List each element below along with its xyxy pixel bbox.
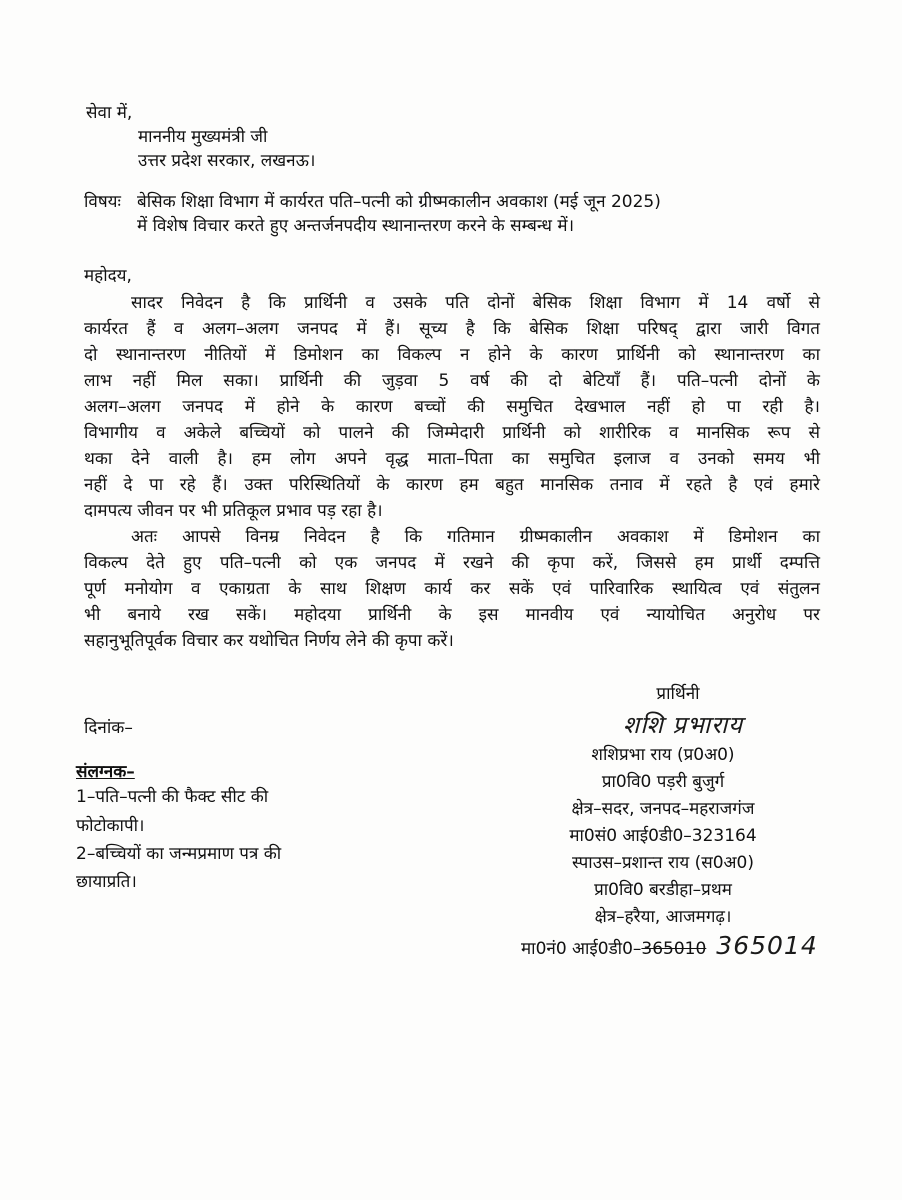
signatory-label: प्रार्थिनी [656, 684, 700, 704]
body-line: अलग–अलग जनपद में होने के कारण बच्चों की समुचित देखभाल नहीं हो पा रही है। [84, 397, 820, 417]
body-line: नहीं दे पा रहे हैं। उक्त परिस्थितियों के कारण हम बहुत मानसिक तनाव में रहते है एवं हमारे [84, 475, 820, 495]
signatory-line: प्रा0वि0 पड़री बुजुर्ग [601, 772, 725, 792]
body-line: अतः आपसे विनम्र निवेदन है कि गतिमान ग्रीष्मकालीन अवकाश में डिमोशन का [131, 527, 820, 547]
subject-line-2: में विशेष विचार करते हुए अन्तर्जनपदीय स्थानान्तरण करने के सम्बन्ध में। [137, 216, 575, 236]
signatory-line: शशिप्रभा राय (प्र0अ0) [591, 745, 735, 765]
body-line: विकल्प देते हुए पति–पत्नी को एक जनपद में रखने की कृपा करें, जिससे हम प्रार्थी दम्पत्ति [84, 553, 820, 573]
enclosures-heading: संलग्नक– [76, 762, 135, 782]
body-line: लाभ नहीं मिल सका। प्रार्थिनी की जुड़वा 5 वर्ष की दो बेटियॉं हैं। पति–पत्नी दोनों के [84, 371, 820, 391]
addressee-line-1: माननीय मुख्यमंत्री जी [138, 127, 268, 147]
signatory-line: प्रा0वि0 बरडीहा–प्रथम [594, 880, 732, 900]
handwritten-id: 365014 [716, 931, 818, 960]
enclosure-line: छायाप्रति। [76, 872, 137, 892]
subject-line-1: बेसिक शिक्षा विभाग में कार्यरत पति–पत्नी को ग्रीष्मकालीन अवकाश (मई जून 2025) [137, 192, 661, 212]
spouse-id-line [521, 931, 818, 961]
body-line: थका देने वाली है। हम लोग अपने वृद्ध माता–पिता का समुचित इलाज व उनको समय भी [84, 449, 820, 469]
salutation: सेवा में, [86, 103, 133, 123]
body-line: भी बनाये रख सकें। महोदया प्रार्थिनी के इस मानवीय एवं न्यायोचित अनुरोध पर [84, 605, 820, 625]
body-line: पूर्ण मनोयोग व एकाग्रता के साथ शिक्षण कार्य कर सकें एवं पारिवारिक स्थायित्व एवं संतुलन [84, 579, 820, 599]
body-line: कार्यरत हैं व अलग–अलग जनपद में हैं। सूच्य है कि बेसिक शिक्षा परिषद् द्वारा जारी विगत [84, 319, 820, 339]
date-label: दिनांक– [84, 718, 133, 738]
body-line: दामपत्य जीवन पर भी प्रतिकूल प्रभाव पड़ रहा है। [84, 501, 383, 521]
greeting: महोदय, [84, 266, 132, 286]
body-line: विभागीय व अकेले बच्चियों को पालने की जिम्मेदारी प्रार्थिनी को शारीरिक व मानसिक रूप से [84, 423, 820, 443]
signatory-line: क्षेत्र–हरैया, आजमगढ़। [594, 907, 732, 927]
signatory-line: स्पाउस–प्रशान्त राय (स0अ0) [572, 853, 754, 873]
signatory-line: मा0सं0 आई0डी0–323164 [569, 826, 757, 846]
body-line: दो स्थानान्तरण नीतियों में डिमोशन का विकल्प न होने के कारण प्रार्थिनी को स्थानान्तरण का [84, 345, 820, 365]
signatory-block [498, 681, 828, 931]
signatory-line: क्षेत्र–सदर, जनपद–महराजगंज [571, 799, 755, 819]
subject-label: विषयः [84, 192, 121, 212]
enclosure-line: 2–बच्चियों का जन्मप्रमाण पत्र की [76, 844, 282, 864]
body-line: सहानुभूतिपूर्वक विचार कर यथोचित निर्णय लेने की कृपा करें। [84, 631, 454, 651]
spouse-id-prefix: मा0नं0 आई0डी0– [521, 939, 642, 959]
addressee-line-2: उत्तर प्रदेश सरकार, लखनऊ। [138, 151, 316, 171]
body-line: सादर निवेदन है कि प्रार्थिनी व उसके पति दोनों बेसिक शिक्षा विभाग में 14 वर्षो से [131, 293, 820, 313]
enclosure-line: 1–पति–पत्नी की फैक्ट सीट की [76, 787, 269, 807]
enclosure-line: फोटोकापी। [76, 816, 145, 836]
struck-id: 365010 [641, 939, 707, 959]
handwritten-signature: शशि प्रभाराय [622, 711, 744, 739]
